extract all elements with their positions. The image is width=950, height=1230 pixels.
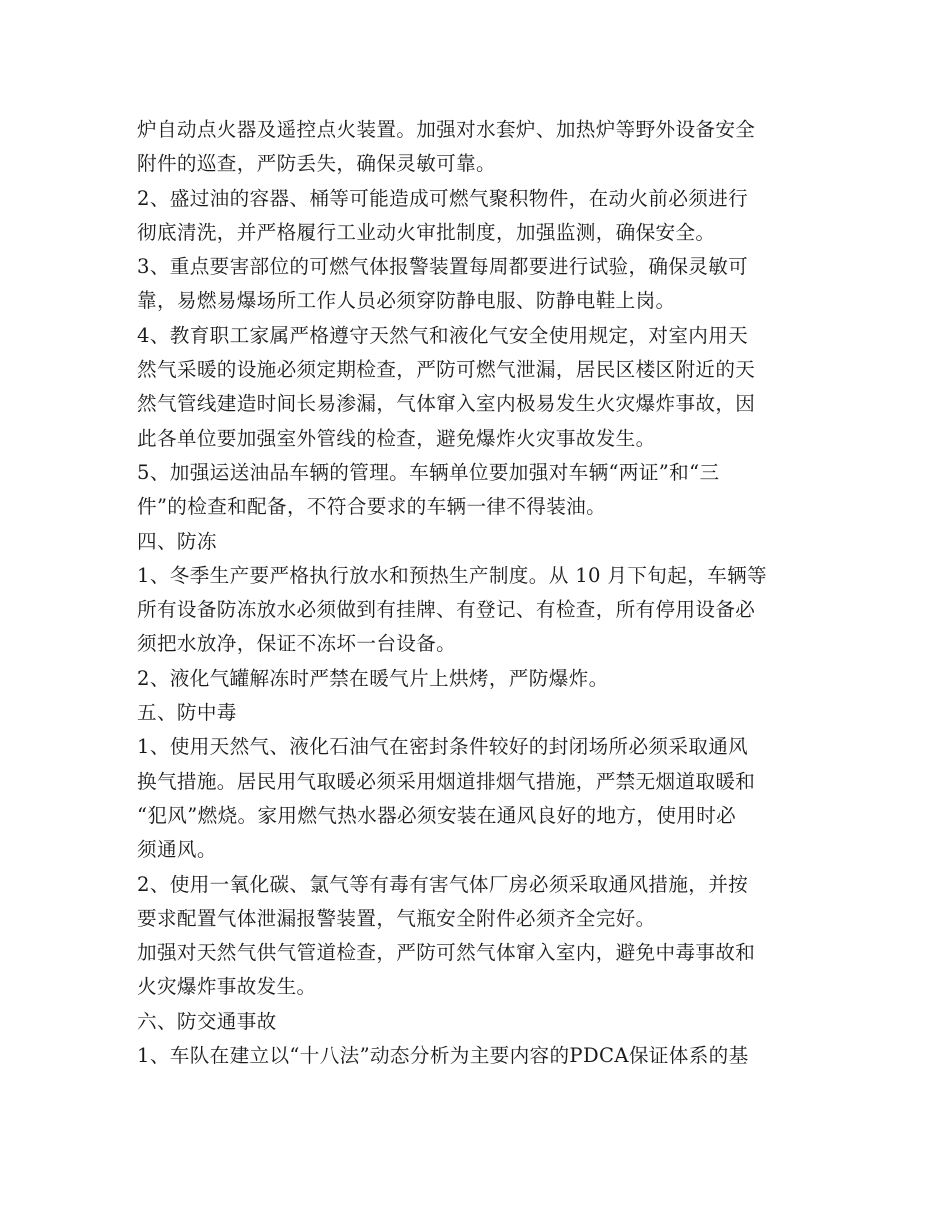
text-line: 1、冬季生产要严格执行放水和预热生产制度。从 10 月下旬起，车辆等 (137, 563, 767, 587)
text-line: 换气措施。居民用气取暖必须采用烟道排烟气措施，严禁无烟道取暖和 (137, 769, 756, 793)
section-heading: 六、防交通事故 (137, 1009, 277, 1033)
section-heading: 四、防冻 (137, 529, 217, 553)
text-line: 2、盛过油的容器、桶等可能造成可燃气聚积物件，在动火前必须进行 (137, 186, 749, 210)
text-line: 须通风。 (137, 838, 217, 862)
text-line: 须把水放净，保证不冻坏一台设备。 (137, 632, 457, 656)
text-line: “犯风”燃烧。家用燃气热水器必须安装在通风良好的地方，使用时必 (137, 803, 737, 827)
text-line: 然气采暖的设施必须定期检查，严防可燃气泄漏，居民区楼区附近的天 (137, 358, 756, 382)
text-line: 附件的巡查，严防丢失，确保灵敏可靠。 (137, 152, 496, 176)
document-body-text (137, 113, 817, 1073)
text-line: 5、加强运送油品车辆的管理。车辆单位要加强对车辆“两证”和“三 (137, 460, 720, 484)
text-line: 4、教育职工家属严格遵守天然气和液化气安全使用规定，对室内用天 (137, 323, 749, 347)
text-line: 彻底清洗，并严格履行工业动火审批制度，加强监测，确保安全。 (137, 220, 716, 244)
section-heading: 五、防中毒 (137, 701, 237, 725)
text-line: 1、车队在建立以“十八法”动态分析为主要内容的PDCA保证体系的基 (137, 1044, 749, 1068)
text-line: 加强对天然气供气管道检查，严防可然气体窜入室内，避免中毒事故和 (137, 941, 756, 965)
text-line: 1、使用天然气、液化石油气在密封条件较好的封闭场所必须采取通风 (137, 735, 749, 759)
text-line: 2、液化气罐解冻时严禁在暖气片上烘烤，严防爆炸。 (137, 666, 609, 690)
text-line: 件”的检查和配备，不符合要求的车辆一律不得装油。 (137, 495, 607, 519)
text-line: 此各单位要加强室外管线的检查，避免爆炸火灾事故发生。 (137, 426, 656, 450)
text-line: 要求配置气体泄漏报警装置，气瓶安全附件必须齐全完好。 (137, 906, 656, 930)
text-line: 然气管线建造时间长易渗漏，气体窜入室内极易发生火灾爆炸事故，因 (137, 392, 756, 416)
text-line: 所有设备防冻放水必须做到有挂牌、有登记、有检查，所有停用设备必 (137, 598, 756, 622)
text-line: 炉自动点火器及遥控点火装置。加强对水套炉、加热炉等野外设备安全 (137, 118, 756, 141)
text-line: 3、重点要害部位的可燃气体报警装置每周都要进行试验，确保灵敏可 (137, 255, 749, 279)
text-line: 靠，易燃易爆场所工作人员必须穿防静电服、防静电鞋上岗。 (137, 289, 676, 313)
text-line: 火灾爆炸事故发生。 (137, 975, 317, 999)
text-line: 2、使用一氧化碳、氯气等有毒有害气体厂房必须采取通风措施，并按 (137, 872, 749, 896)
